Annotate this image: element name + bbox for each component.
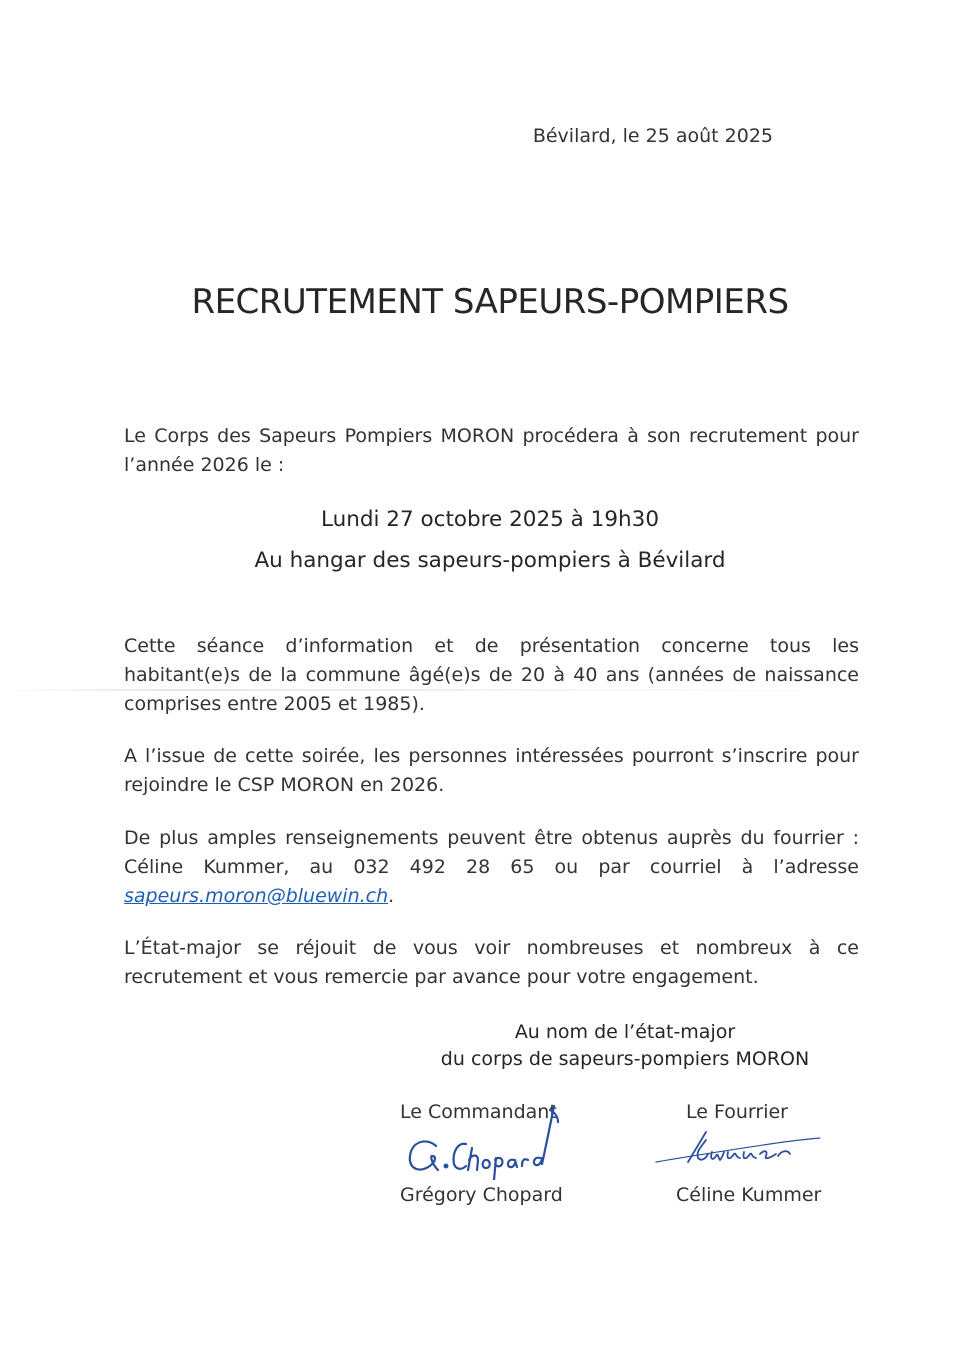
fourrier-name: Céline Kummer [676, 1184, 822, 1206]
commandant-signature-text: G.Chopard [402, 1098, 408, 1099]
contact-period: . [388, 885, 395, 907]
thanks-paragraph: L’État-major se réjouit de vous voir nombreuses et nombreux à ce recrutement et vous remercie par avance pour votre engagement. [124, 937, 859, 988]
date-line: Bévilard, le 25 août 2025 [532, 125, 773, 147]
fourrier-signature-text: Kummer [650, 1128, 655, 1129]
commandant-name: Grégory Chopard [400, 1184, 563, 1206]
registration-paragraph: A l’issue de cette soirée, les personnes intéressées pourront s’inscrire pour rejoindre le CSP MORON en 2026. [124, 745, 859, 796]
fourrier-signature [650, 1128, 830, 1174]
commandant-title: Le Commandant [400, 1101, 557, 1123]
closing-line-1: Au nom de l’état-major [514, 1021, 736, 1043]
contact-paragraph [124, 824, 859, 911]
contact-text: De plus amples renseignements peuvent être obtenus auprès du fourrier : Céline Kummer, au 032 492 28 65 ou par courriel à l’adresse [124, 827, 859, 878]
info-paragraph: Cette séance d’information et de présentation concerne tous les habitant(e)s de la commune âgé(e)s de 20 à 40 ans (années de naissance comprises entre 2005 et 1985). [124, 635, 859, 715]
page-title: RECRUTEMENT SAPEURS-POMPIERS [191, 282, 789, 322]
commandant-signature [402, 1098, 562, 1180]
email-link[interactable]: sapeurs.moron@bluewin.ch [124, 885, 389, 907]
closing-line-2: du corps de sapeurs-pompiers MORON [440, 1048, 810, 1070]
fourrier-title: Le Fourrier [686, 1101, 788, 1123]
intro-paragraph: Le Corps des Sapeurs Pompiers MORON procédera à son recrutement pour l’année 2026 le : [124, 425, 859, 476]
event-date: Lundi 27 octobre 2025 à 19h30 [320, 507, 660, 532]
event-place: Au hangar des sapeurs-pompiers à Bévilard [254, 548, 726, 573]
